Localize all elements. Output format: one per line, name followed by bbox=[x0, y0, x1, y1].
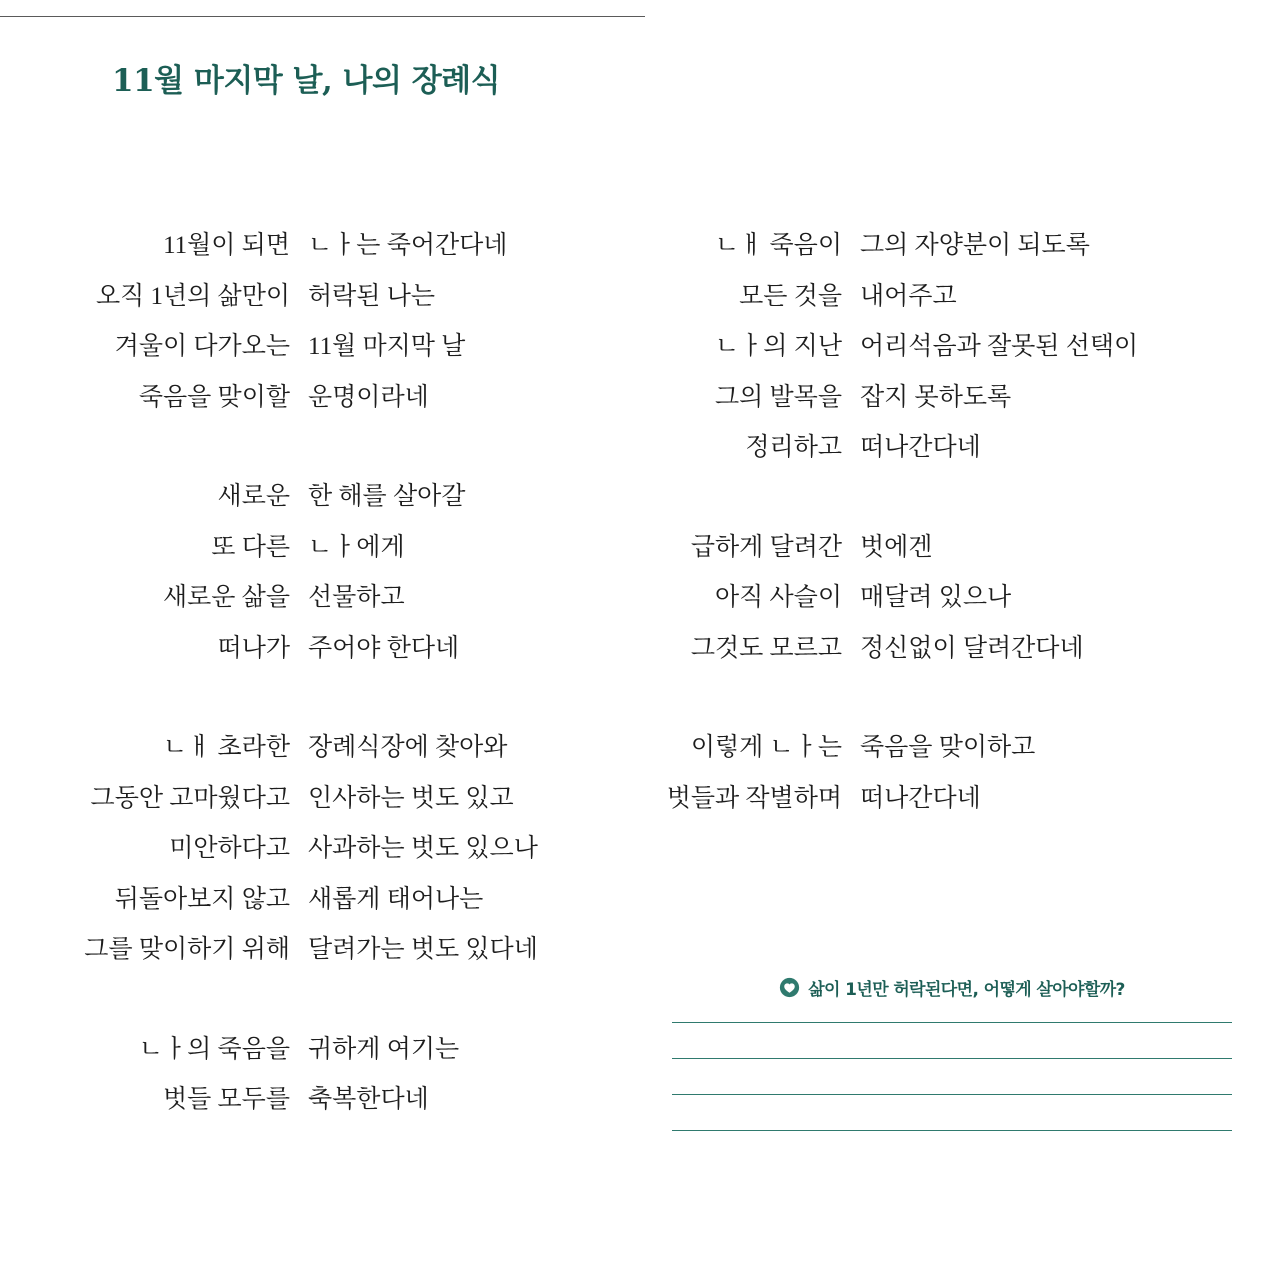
poem-line-rest: 어리석음과 잘못된 선택이 bbox=[860, 333, 1139, 360]
poem-line-lead: 새로운 bbox=[217, 483, 290, 510]
poem-line-lead: 떠나가 bbox=[217, 634, 290, 662]
poem-line-rest: 새롭게 태어나는 bbox=[308, 885, 484, 913]
reflection-prompt bbox=[672, 975, 1232, 1166]
poem-line-rest: 축복한다네 bbox=[308, 1086, 429, 1113]
poem-line-rest: 11월 마지막 날 bbox=[308, 333, 466, 360]
poem-line bbox=[40, 228, 630, 264]
stanza bbox=[660, 530, 1240, 667]
stanza bbox=[40, 1032, 630, 1118]
poem-line-rest: ㄴㅏ는 죽어간다네 bbox=[308, 232, 508, 259]
poem-line-lead: 새로운 삶을 bbox=[162, 584, 290, 611]
poem-line-lead: 그것도 모르고 bbox=[690, 634, 842, 662]
poem-line bbox=[40, 1032, 630, 1068]
poem-line-lead: 겨울이 다가오는 bbox=[114, 333, 290, 360]
poem-line-lead: ㄴㅏ의 지난 bbox=[714, 333, 842, 360]
poem-line bbox=[660, 530, 1240, 566]
poem-line-rest: 달려가는 벗도 있다네 bbox=[308, 936, 538, 963]
poem-line-rest: 귀하게 여기는 bbox=[308, 1035, 460, 1063]
write-line[interactable] bbox=[672, 1022, 1232, 1023]
poem-line bbox=[660, 430, 1240, 466]
header-divider bbox=[0, 16, 645, 17]
poem-line-lead: ㄴㅏ의 죽음을 bbox=[138, 1035, 290, 1063]
poem-line-lead: 뒤돌아보지 않고 bbox=[114, 885, 290, 913]
poem-column-left bbox=[40, 228, 630, 1182]
poem-line-lead: 그의 발목을 bbox=[714, 383, 842, 411]
write-line[interactable] bbox=[672, 1094, 1232, 1095]
stanza bbox=[660, 228, 1240, 466]
poem-line-rest: 그의 자양분이 되도록 bbox=[860, 232, 1090, 259]
poem-line-rest: 주어야 한다네 bbox=[308, 634, 460, 662]
poem-line-rest: 사과하는 벗도 있으나 bbox=[308, 835, 538, 862]
poem-line-rest: 허락된 나는 bbox=[308, 282, 436, 310]
page-title: 11월 마지막 날, 나의 장례식 bbox=[112, 62, 501, 99]
poem-line-rest: 한 해를 살아갈 bbox=[308, 483, 466, 510]
poem-line bbox=[40, 530, 630, 566]
poem-line-rest: 매달려 있으나 bbox=[860, 584, 1012, 611]
poem-line bbox=[660, 580, 1240, 616]
poem-line-rest: 죽음을 맞이하고 bbox=[860, 734, 1036, 761]
poem-line-lead: 벗들 모두를 bbox=[162, 1086, 290, 1113]
reflection-prompt-header bbox=[672, 975, 1232, 1000]
poem-line bbox=[40, 730, 630, 766]
poem-line-lead: 죽음을 맞이할 bbox=[138, 383, 290, 411]
poem-line bbox=[660, 380, 1240, 416]
stanza bbox=[40, 228, 630, 415]
stanza bbox=[40, 730, 630, 968]
poem-line bbox=[40, 580, 630, 616]
poem-line-lead: 미안하다고 bbox=[169, 835, 290, 862]
poem-line-lead: 급하게 달려간 bbox=[690, 533, 842, 561]
write-line[interactable] bbox=[672, 1130, 1232, 1131]
poem-line-rest: 잡지 못하도록 bbox=[860, 383, 1012, 411]
poem-line bbox=[40, 279, 630, 315]
poem-line-lead: 이렇게 ㄴㅏ는 bbox=[690, 734, 842, 761]
write-lines[interactable] bbox=[672, 1022, 1232, 1131]
poem-line-lead: 11월이 되면 bbox=[163, 232, 290, 259]
poem-line-lead: 아직 사슬이 bbox=[714, 584, 842, 611]
stanza bbox=[660, 730, 1240, 816]
poem-line bbox=[40, 781, 630, 817]
write-line[interactable] bbox=[672, 1058, 1232, 1059]
poem-line bbox=[40, 882, 630, 918]
poem-line bbox=[660, 228, 1240, 264]
poem-line bbox=[40, 329, 630, 365]
poem-column-right bbox=[660, 228, 1240, 880]
poem-line-rest: 장례식장에 찾아와 bbox=[308, 734, 508, 761]
poem-line-lead: ㄴㅐ 초라한 bbox=[162, 734, 290, 761]
poem-line-lead: 모든 것을 bbox=[739, 282, 842, 310]
poem-line bbox=[40, 932, 630, 968]
stanza bbox=[40, 479, 630, 666]
poem-line bbox=[40, 1082, 630, 1118]
poem-line-rest: 인사하는 벗도 있고 bbox=[308, 784, 514, 812]
poem-line-lead: 오직 1년의 삶만이 bbox=[95, 282, 290, 310]
poem-line bbox=[660, 781, 1240, 817]
poem-line bbox=[660, 730, 1240, 766]
poem-line-lead: 그를 맞이하기 위해 bbox=[84, 936, 290, 963]
poem-line-rest: 내어주고 bbox=[860, 282, 957, 310]
poem-line-rest: 정신없이 달려간다네 bbox=[860, 634, 1084, 662]
poem-line bbox=[660, 631, 1240, 667]
poem-line bbox=[40, 380, 630, 416]
poem-line-lead: 벗들과 작별하며 bbox=[666, 784, 842, 812]
reflection-prompt-text: 삶이 1년만 허락된다면, 어떻게 살아야할까? bbox=[808, 980, 1125, 1000]
poem-line-rest: 운명이라네 bbox=[308, 383, 429, 411]
poem-line-rest: 떠나간다네 bbox=[860, 784, 981, 812]
heart-leaf-icon bbox=[779, 977, 800, 998]
poem-line bbox=[660, 329, 1240, 365]
poem-line-lead: ㄴㅐ 죽음이 bbox=[714, 232, 842, 259]
poem-line-lead: 또 다른 bbox=[211, 533, 290, 561]
poem-line-rest: 선물하고 bbox=[308, 584, 405, 611]
poem-line bbox=[40, 831, 630, 867]
poem-line bbox=[40, 479, 630, 515]
poem-line-lead: 정리하고 bbox=[745, 434, 842, 461]
poem-line-lead: 그동안 고마웠다고 bbox=[90, 784, 290, 812]
poem-line bbox=[40, 631, 630, 667]
poem-line-rest: 벗에겐 bbox=[860, 533, 933, 561]
poem-line-rest: 떠나간다네 bbox=[860, 434, 981, 461]
poem-line bbox=[660, 279, 1240, 315]
poem-line-rest: ㄴㅏ에게 bbox=[308, 533, 405, 561]
